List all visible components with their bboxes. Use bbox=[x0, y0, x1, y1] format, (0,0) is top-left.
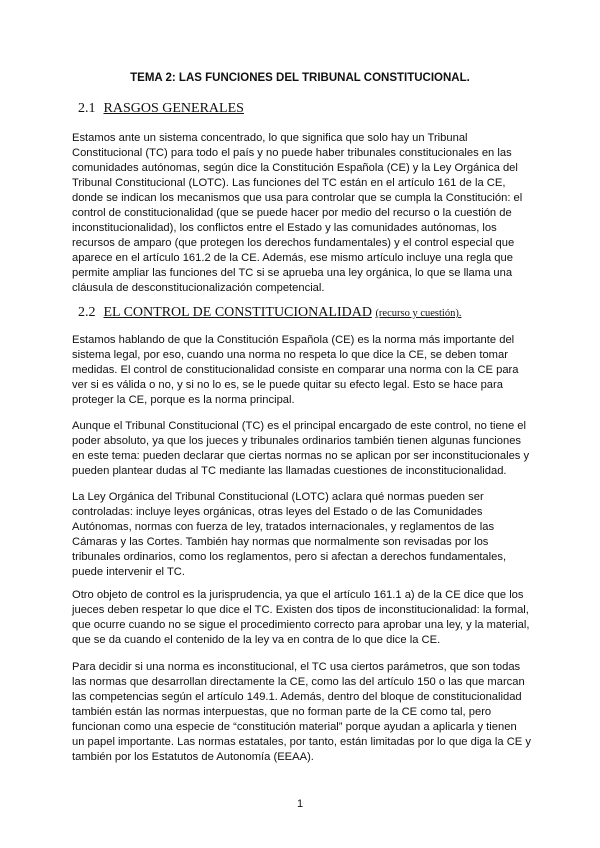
section-heading-2-2 bbox=[78, 305, 461, 321]
section-heading-2-1 bbox=[78, 101, 244, 117]
paragraph: Estamos hablando de que la Constitución Española (CE) es la norma más importante del sistema legal, por eso, cuando una norma no respeta lo que dice la CE, se deben tomar medidas. El control de constitucionalidad consiste en comparar una norma con la CE para ver si es válida o no, y si no lo es, se le puede quitar su efecto legal. Esto se hace para proteger la CE, porque es la norma principal. bbox=[72, 334, 519, 406]
paragraph: Estamos ante un sistema concentrado, lo que significa que solo hay un Tribunal Constitucional (TC) para todo el país y no puede haber tribunales constitucionales en las comunidades autónomas, según dice la Constitución Española (CE) y la Ley Orgánica del Tribunal Constitucional (LOTC). Las funciones del TC están en el artículo 161 de la CE, donde se indican los mecanismos que usa para controlar que se cumpla la Constitución: el control de constitucionalidad (que se puede hacer por medio del recurso o la cuestión de inconstitucionalidad), los conflictos entre el Estado y las comunidades autónomas, los recursos de amparo (que protegen los derechos fundamentales) y el control especial que aparece en el artículo 161.2 de la CE. Además, ese mismo artículo incluye una regla que permite ampliar las funciones del TC si se aprueba una ley orgánica, lo que se llama una cláusula de desconstitucionalización competencial. bbox=[72, 132, 523, 294]
paragraph: Otro objeto de control es la jurisprudencia, ya que el artículo 161.1 a) de la CE dice que los jueces deben respetar lo que dice el TC. Existen dos tipos de inconstitucionalidad: la formal, que ocurre cuando no se sigue el procedimiento correcto para aprobar una ley, y la material, que se da cuando el contenido de la ley va en contra de lo que dice la CE. bbox=[72, 589, 530, 646]
page-number: 1 bbox=[296, 798, 304, 810]
document-title: TEMA 2: LAS FUNCIONES DEL TRIBUNAL CONSTITUCIONAL. bbox=[130, 72, 470, 84]
paragraph: Aunque el Tribunal Constitucional (TC) es el principal encargado de este control, no tiene el poder absoluto, ya que los jueces y tribunales ordinarios también tienen algunas funciones en este tema: pueden declarar que ciertas normas no se aplican por ser inconstitucionales y pueden plantear dudas al TC mediante las llamadas cuestiones de inconstitucionalidad. bbox=[72, 420, 530, 477]
paragraph: Para decidir si una norma es inconstitucional, el TC usa ciertos parámetros, que son todas las normas que desarrollan directamente la CE, como las del artículo 150 o las que marcan las competencias según el artículo 149.1. Además, dentro del bloque de constitucionalidad también están las normas interpuestas, que no forman parte de la CE como tal, pero funcionan como una especie de “constitución material” porque ayudan a aplicarla y tienen un papel importante. Las normas estatales, por tanto, están limitadas por lo que diga la CE y también por los Estatutos de Autonomía (EEAA). bbox=[72, 661, 531, 763]
section-title: RASGOS GENERALES bbox=[103, 101, 244, 116]
section-number: 2.2 bbox=[78, 305, 96, 320]
section-number: 2.1 bbox=[78, 101, 96, 116]
paragraph: La Ley Orgánica del Tribunal Constitucional (LOTC) aclara qué normas pueden ser controladas: incluye leyes orgánicas, otras leyes del Estado o de las Comunidades Autónomas, normas con fuerza de ley, tratados internacionales, y reglamentos de las Cámaras y las Cortes. También hay normas que normalmente son revisadas por los tribunales ordinarios, como los reglamentos, pero si afectan a derechos fundamentales, puede intervenir el TC. bbox=[72, 491, 507, 578]
section-title: EL CONTROL DE CONSTITUCIONALIDAD bbox=[103, 305, 372, 320]
section-subtitle: (recurso y cuestión). bbox=[375, 308, 462, 319]
